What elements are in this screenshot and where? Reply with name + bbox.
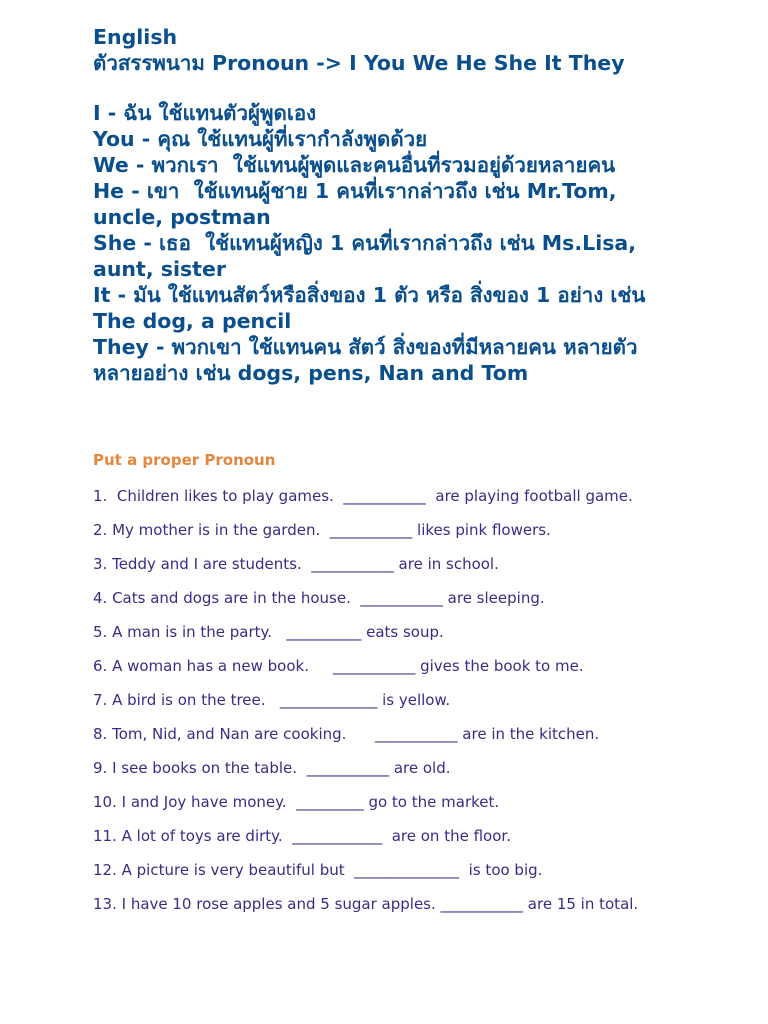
definition-he: He - เขา ใช้แทนผู้ชาย 1 คนที่เรากล่าวถึง เช่น Mr.Tom, uncle, postman — [93, 179, 624, 229]
question-item: 10. I and Joy have money. _________ go to the market. — [93, 793, 500, 811]
question-list — [93, 488, 678, 930]
exercise-title: Put a proper Pronoun — [93, 451, 276, 469]
question-item: 1. Children likes to play games. ___________ are playing football game. — [93, 487, 633, 505]
question-item: 7. A bird is on the tree. _____________ is yellow. — [93, 691, 451, 709]
question-item: 5. A man is in the party. __________ eats soup. — [93, 623, 444, 641]
question-item: 8. Tom, Nid, and Nan are cooking. ___________ are in the kitchen. — [93, 725, 600, 743]
definition-they: They - พวกเขา ใช้แทนคน สัตว์ สิ่งของที่มีหลายคน หลายตัว หลายอย่าง เช่น dogs, pens, Nan and Tom — [93, 335, 645, 385]
definition-we: We - พวกเรา ใช้แทนผู้พูดและคนอื่นที่รวมอยู่ด้วยหลายคน — [93, 153, 616, 177]
spacer — [93, 76, 683, 100]
question-item: 13. I have 10 rose apples and 5 sugar apples. ___________ are 15 in total. — [93, 895, 639, 913]
definition-i: I - ฉัน ใช้แทนตัวผู้พูดเอง — [93, 101, 317, 125]
subject-title: English — [93, 25, 178, 49]
question-item: 3. Teddy and I are students. ___________ are in school. — [93, 555, 499, 573]
question-item: 6. A woman has a new book. ___________ gives the book to me. — [93, 657, 584, 675]
question-item: 11. A lot of toys are dirty. ____________ are on the floor. — [93, 827, 511, 845]
definition-you: You - คุณ ใช้แทนผู้ที่เรากำลังพูดด้วย — [93, 127, 428, 151]
question-item: 12. A picture is very beautiful but ______________ is too big. — [93, 861, 543, 879]
lesson-header — [93, 24, 683, 386]
definition-it: It - มัน ใช้แทนสัตว์หรือสิ่งของ 1 ตัว หรือ สิ่งของ 1 อย่าง เช่น The dog, a pencil — [93, 283, 653, 333]
question-item: 4. Cats and dogs are in the house. ___________ are sleeping. — [93, 589, 545, 607]
question-item: 2. My mother is in the garden. ___________ likes pink flowers. — [93, 521, 551, 539]
question-item: 9. I see books on the table. ___________ are old. — [93, 759, 451, 777]
definition-she: She - เธอ ใช้แทนผู้หญิง 1 คนที่เรากล่าวถึง เช่น Ms.Lisa, aunt, sister — [93, 231, 644, 281]
lesson-title: ตัวสรรพนาม Pronoun -> I You We He She It They — [93, 51, 625, 75]
